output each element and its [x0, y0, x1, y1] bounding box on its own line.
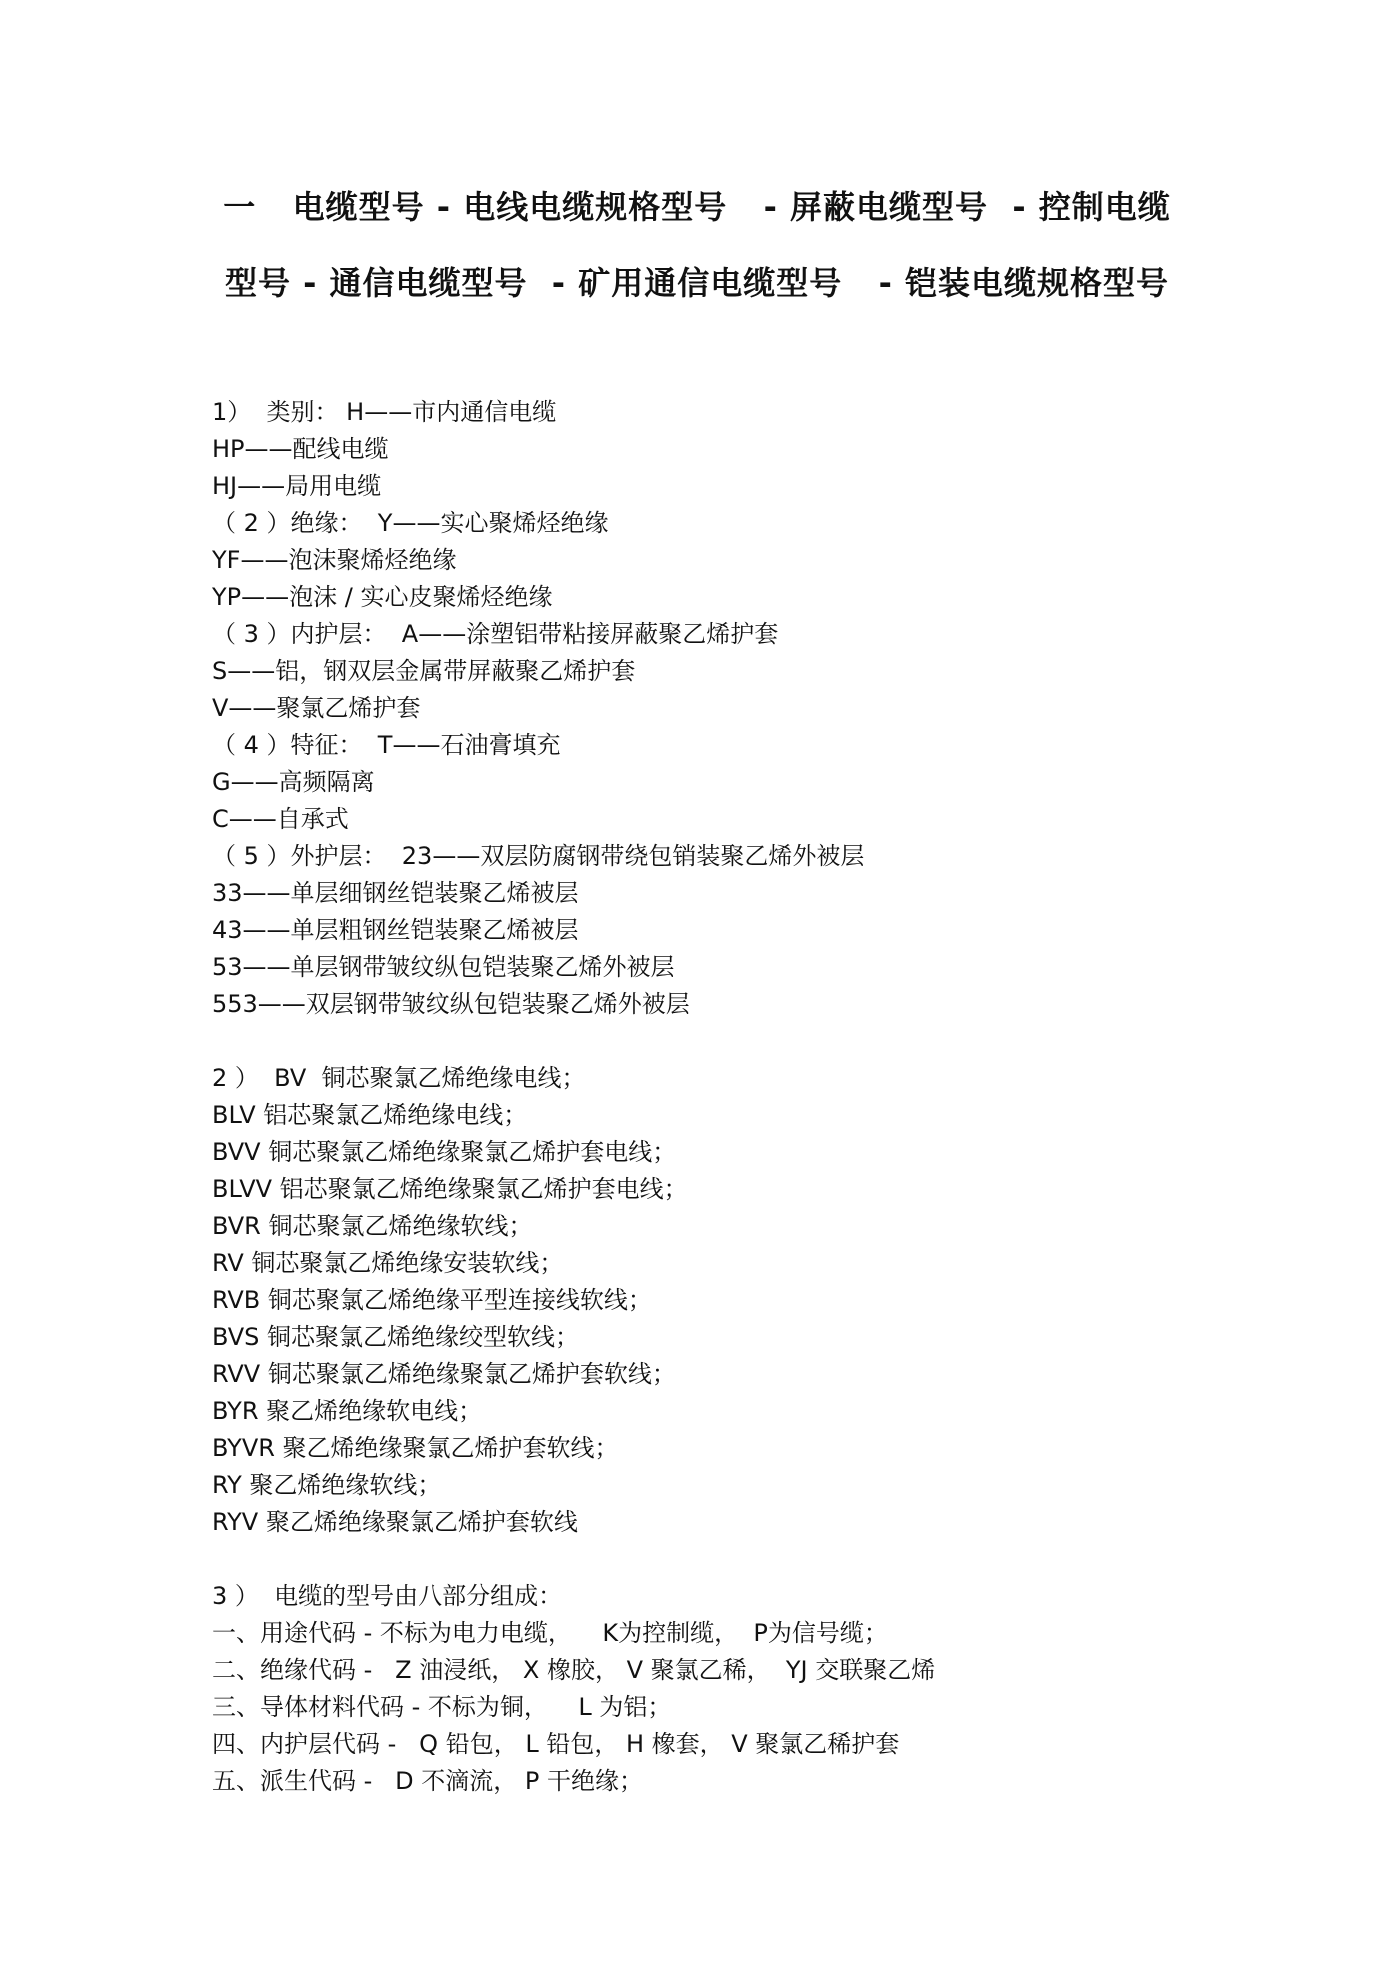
text-line: C——自承式: [212, 805, 349, 833]
text-line: G——高频隔离: [212, 768, 375, 796]
text-line: BYVR 聚乙烯绝缘聚氯乙烯护套软线；: [212, 1434, 619, 1462]
text-line: BVV 铜芯聚氯乙烯绝缘聚氯乙烯护套电线；: [212, 1138, 677, 1166]
text-line: （ 3 ）内护层： A——涂塑铝带粘接屏蔽聚乙烯护套: [212, 620, 779, 648]
text-line: RVB 铜芯聚氯乙烯绝缘平型连接线软线；: [212, 1286, 652, 1314]
text-line: YP——泡沫 / 实心皮聚烯烃绝缘: [212, 583, 553, 611]
text-line: 五、派生代码 - D 不滴流， P 干绝缘；: [212, 1767, 644, 1795]
text-line: RV 铜芯聚氯乙烯绝缘安装软线；: [212, 1249, 564, 1277]
section-1-cable-codes: [212, 394, 1312, 1023]
document-title-line-2: 型号 - 通信电缆型号 - 矿用通信电缆型号 - 铠装电缆规格型号: [224, 264, 1170, 302]
section-3-model-composition: [212, 1578, 1312, 1800]
text-line: BVS 铜芯聚氯乙烯绝缘绞型软线；: [212, 1323, 580, 1351]
text-line: BLVV 铝芯聚氯乙烯绝缘聚氯乙烯护套电线；: [212, 1175, 688, 1203]
text-line: BLV 铝芯聚氯乙烯绝缘电线；: [212, 1101, 528, 1129]
text-line: HJ——局用电缆: [212, 472, 382, 500]
text-line: 33——单层细钢丝铠装聚乙烯被层: [212, 879, 579, 907]
section-spacer: [212, 1023, 1312, 1060]
text-line: V——聚氯乙烯护套: [212, 694, 421, 722]
text-line: HP——配线电缆: [212, 435, 389, 463]
text-line: 一、用途代码 - 不标为电力电缆， K为控制缆， P为信号缆；: [212, 1619, 888, 1647]
text-line: 1） 类别： H——市内通信电缆: [212, 398, 557, 426]
text-line: BYR 聚乙烯绝缘软电线；: [212, 1397, 483, 1425]
text-line: 二、绝缘代码 - Z 油浸纸， X 橡胶， V 聚氯乙稀， YJ 交联聚乙烯: [212, 1656, 936, 1684]
text-line: 2 ） BV 铜芯聚氯乙烯绝缘电线；: [212, 1064, 586, 1092]
text-line: （ 4 ）特征： T——石油膏填充: [212, 731, 561, 759]
text-line: 553——双层钢带皱纹纵包铠装聚乙烯外被层: [212, 990, 690, 1018]
text-line: S——铝，钢双层金属带屏蔽聚乙烯护套: [212, 657, 636, 685]
text-line: BVR 铜芯聚氯乙烯绝缘软线；: [212, 1212, 533, 1240]
text-line: （ 5 ）外护层： 23——双层防腐钢带绕包销装聚乙烯外被层: [212, 842, 865, 870]
text-line: 43——单层粗钢丝铠装聚乙烯被层: [212, 916, 579, 944]
text-line: 3 ） 电缆的型号由八部分组成：: [212, 1582, 563, 1610]
text-line: 四、内护层代码 - Q 铅包， L 铅包， H 橡套， V 聚氯乙稀护套: [212, 1730, 900, 1758]
text-line: （ 2 ）绝缘： Y——实心聚烯烃绝缘: [212, 509, 609, 537]
text-line: RYV 聚乙烯绝缘聚氯乙烯护套软线: [212, 1508, 578, 1536]
text-line: 53——单层钢带皱纹纵包铠装聚乙烯外被层: [212, 953, 675, 981]
document-body: [212, 394, 1312, 1800]
text-line: 三、导体材料代码 - 不标为铜， L 为铝；: [212, 1693, 672, 1721]
section-spacer: [212, 1541, 1312, 1578]
text-line: RVV 铜芯聚氯乙烯绝缘聚氯乙烯护套软线；: [212, 1360, 676, 1388]
text-line: RY 聚乙烯绝缘软线；: [212, 1471, 442, 1499]
section-2-wire-types: [212, 1060, 1312, 1541]
document-title-line-1: 一 电缆型号 - 电线电缆规格型号 - 屏蔽电缆型号 - 控制电缆: [223, 188, 1171, 226]
text-line: YF——泡沫聚烯烃绝缘: [212, 546, 457, 574]
